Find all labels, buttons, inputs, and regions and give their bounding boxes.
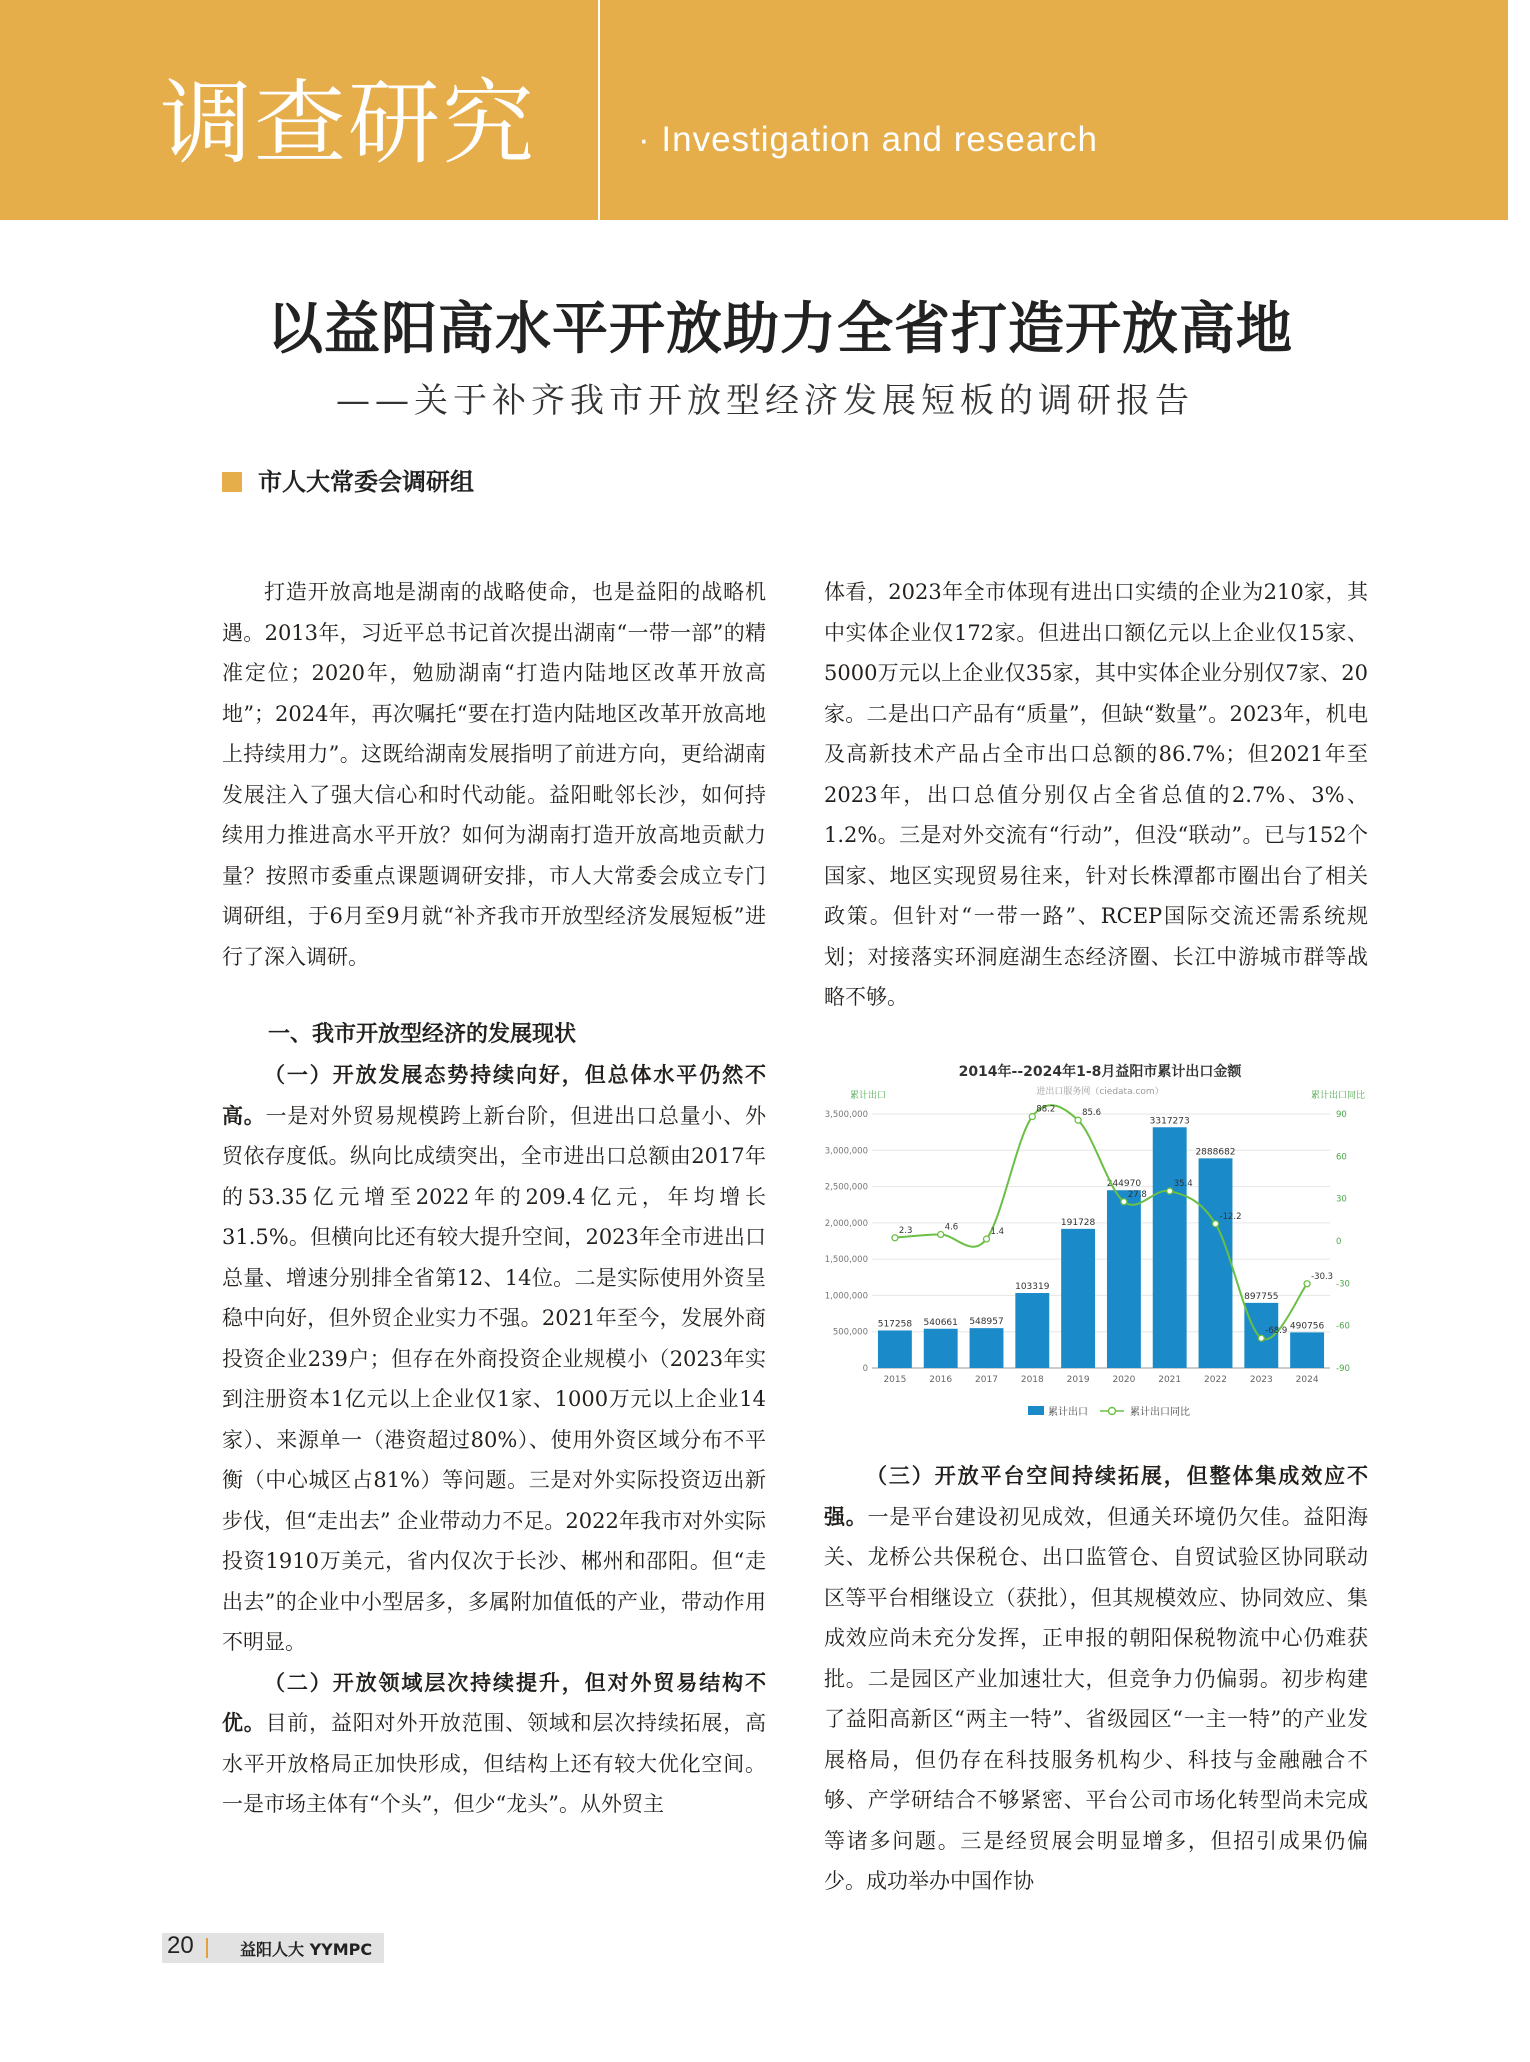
chart-left-tick-label: 2,500,000 bbox=[824, 1182, 868, 1193]
chart-bar-label: 2888682 bbox=[1195, 1147, 1236, 1158]
chart-bar bbox=[1153, 1127, 1187, 1368]
sub-2-paragraph bbox=[222, 1663, 766, 1825]
chart-bar bbox=[1199, 1158, 1233, 1368]
article-title: 以益阳高水平开放助力全省打造开放高地 bbox=[267, 297, 1293, 362]
chart-x-tick-label: 2016 bbox=[929, 1375, 953, 1385]
chart-x-tick-label: 2021 bbox=[1158, 1375, 1182, 1385]
chart-bar-label: 897755 bbox=[1244, 1291, 1279, 1302]
legend-line-marker bbox=[1109, 1408, 1116, 1415]
legend-bar-swatch bbox=[1028, 1406, 1044, 1415]
export-chart bbox=[810, 1054, 1370, 1426]
author-marker-icon bbox=[222, 472, 242, 492]
chart-right-tick-label: 90 bbox=[1336, 1110, 1347, 1120]
sub-1-heading: （一）开放发展态势持续向好，但总体水平仍然不高。 bbox=[222, 1063, 766, 1128]
chart-line-point bbox=[1213, 1221, 1219, 1227]
chart-bar bbox=[1061, 1229, 1095, 1368]
chart-bar-label: 548957 bbox=[969, 1317, 1004, 1328]
legend-item-line: 累计出口同比 bbox=[1130, 1407, 1190, 1418]
chart-bar-label: 103319 bbox=[1015, 1282, 1050, 1293]
author-name: 市人大常委会调研组 bbox=[258, 468, 474, 496]
chart-line-point bbox=[1029, 1114, 1035, 1120]
chart-right-axis-label: 累计出口同比 bbox=[1310, 1091, 1365, 1101]
footer-divider bbox=[206, 1938, 208, 1958]
sub-2-body: 目前，益阳对外开放范围、领域和层次持续拓展，高水平开放格局正加快形成，但结构上还有较大优化空间。一是市场主体有“个头”，但少“龙头”。从外贸主 bbox=[222, 1711, 767, 1816]
chart-x-tick-label: 2015 bbox=[883, 1375, 907, 1385]
chart-x-tick-label: 2017 bbox=[975, 1375, 998, 1385]
sub-1-body: 一是对外贸易规模跨上新台阶，但进出口总量小、外贸依存度低。纵向比成绩突出，全市进出口总额由2017年的53.35亿元增至2022年的209.4亿元，年均增长31.5%。但横向比还有较大提升空间，2023年全市进出口总量、增速分别排全省第12、14位。二是实际使用外资呈稳中向好，但外贸企业实力不强。2021年至今，发展外商投资企业239户；但存在外商投资企业规模小（2023年实到注册资本1亿元以上企业仅1家、1000万元以上企业14家）、来源单一（港资超过80%）、使用外资区域分布不平衡（中心城区占81%）等问题。三是对外实际投资迈出新步伐，但“走出去” 企业带动力不足。2022年我市对外实际投资1910万美元，省内仅次于长沙、郴州和邵阳。但“走出去”的企业中小型居多，多属附加值低的产业，带动作用不明显。 bbox=[222, 1103, 767, 1654]
chart-bar bbox=[1107, 1190, 1141, 1368]
left-column bbox=[222, 572, 766, 1825]
chart-left-tick-label: 3,000,000 bbox=[824, 1146, 868, 1157]
chart-left-tick-label: 3,500,000 bbox=[824, 1110, 868, 1120]
chart-subtitle: 进出口服务网（ciedata.com） bbox=[1036, 1087, 1164, 1097]
continued-paragraph: 体看，2023年全市体现有进出口实绩的企业为210家，其中实体企业仅172家。但进出口额亿元以上企业仅15家、5000万元以上企业仅35家，其中实体企业分别仅7家、20家。二是出口产品有“质量”，但缺“数量”。2023年，机电及高新技术产品占全市出口总额的86.7%；但2021年至2023年，出口总值分别仅占全省总值的2.7%、3%、1.2%。三是对外交流有“行动”，但没“联动”。已与152个国家、地区实现贸易往来，针对长株潭都市圈出台了相关政策。但针对“一带一路”、RCEP国际交流还需系统规划；对接落实环洞庭湖生态经济圈、长江中游城市群等战略不够。 bbox=[824, 580, 1368, 1009]
chart-line-point bbox=[938, 1232, 944, 1238]
chart-line-label: -30.3 bbox=[1311, 1271, 1334, 1282]
chart-left-tick-label: 500,000 bbox=[832, 1327, 868, 1338]
publication-name: 益阳人大 YYMPC bbox=[240, 1940, 373, 1959]
chart-right-tick-label: -90 bbox=[1336, 1364, 1350, 1374]
section-1-heading: 一、我市开放型经济的发展现状 bbox=[268, 1022, 577, 1047]
page-number: 20 bbox=[167, 1932, 194, 1959]
chart-x-tick-label: 2019 bbox=[1066, 1375, 1090, 1385]
chart-bar-label: 517258 bbox=[877, 1319, 913, 1330]
chart-right-tick-label: 30 bbox=[1336, 1194, 1347, 1205]
chart-right-tick-label: 60 bbox=[1336, 1152, 1347, 1163]
chart-left-axis-label: 累计出口 bbox=[850, 1091, 887, 1101]
right-column-bottom bbox=[824, 1456, 1368, 1902]
chart-x-tick-label: 2023 bbox=[1249, 1375, 1273, 1385]
chart-title: 2014年--2024年1-8月益阳市累计出口金额 bbox=[958, 1064, 1242, 1080]
chart-left-tick-label: 0 bbox=[862, 1364, 868, 1374]
sub-3-paragraph bbox=[824, 1456, 1368, 1902]
chart-line-point bbox=[1075, 1117, 1081, 1123]
article-author bbox=[222, 462, 474, 497]
banner-divider bbox=[598, 0, 600, 220]
chart-bar-label: 244970 bbox=[1106, 1179, 1142, 1190]
chart-bar bbox=[924, 1329, 958, 1368]
chart-left-tick-label: 2,000,000 bbox=[824, 1218, 868, 1229]
chart-line-label: 35.4 bbox=[1173, 1179, 1193, 1190]
chart-right-tick-label: 0 bbox=[1336, 1237, 1342, 1247]
section-subtitle: · Investigation and research bbox=[638, 120, 1098, 159]
chart-right-tick-label: -60 bbox=[1336, 1321, 1350, 1332]
chart-legend bbox=[1028, 1405, 1190, 1418]
chart-bar bbox=[1290, 1332, 1324, 1368]
chart-line-point bbox=[1121, 1199, 1127, 1205]
article-subtitle: ——关于补齐我市开放型经济发展短板的调研报告 bbox=[336, 381, 1194, 421]
sub-2-heading: （二）开放领域层次持续提升，但对外贸易结构不优。 bbox=[222, 1670, 766, 1735]
chart-line-point bbox=[1258, 1335, 1264, 1341]
chart-line-point bbox=[892, 1235, 898, 1241]
chart-x-tick-label: 2020 bbox=[1112, 1375, 1136, 1385]
intro-paragraph: 打造开放高地是湖南的战略使命，也是益阳的战略机遇。2013年，习近平总书记首次提出湖南“一带一部”的精准定位；2020年，勉励湖南“打造内陆地区改革开放高地”；2024年，再次嘱托“要在打造内陆地区改革开放高地上持续用力”。这既给湖南发展指明了前进方向，更给湖南发展注入了强大信心和时代动能。益阳毗邻长沙，如何持续用力推进高水平开放？如何为湖南打造开放高地贡献力量？按照市委重点课题调研安排，市人大常委会成立专门调研组，于6月至9月就“补齐我市开放型经济发展短板”进行了深入调研。 bbox=[222, 580, 766, 969]
legend-item-bar: 累计出口 bbox=[1048, 1407, 1088, 1418]
chart-right-tick-label: -30 bbox=[1336, 1279, 1350, 1290]
chart-line-point bbox=[984, 1236, 990, 1242]
sub-1-paragraph bbox=[222, 1055, 766, 1663]
section-title: 调查研究 bbox=[160, 70, 537, 177]
chart-bar-label: 540661 bbox=[923, 1317, 958, 1328]
chart-line-label: 88.2 bbox=[1036, 1104, 1056, 1115]
chart-x-tick-label: 2018 bbox=[1020, 1375, 1044, 1385]
chart-bar-label: 490756 bbox=[1289, 1321, 1325, 1332]
chart-bar bbox=[970, 1328, 1004, 1368]
right-column-top bbox=[824, 572, 1368, 1018]
chart-bar-label: 191728 bbox=[1060, 1217, 1096, 1228]
chart-line-point bbox=[1304, 1281, 1310, 1287]
sub-3-body: 一是平台建设初见成效，但通关环境仍欠佳。益阳海关、龙桥公共保税仓、出口监管仓、自贸试验区协同联动区等平台相继设立（获批），但其规模效应、协同效应、集成效应尚未充分发挥，正申报的朝阳保税物流中心仍难获批。二是园区产业加速壮大，但竞争力仍偏弱。初步构建了益阳高新区“两主一特”、省级园区“一主一特”的产业发展格局，但仍存在科技服务机构少、科技与金融融合不够、产学研结合不够紧密、平台公司市场化转型尚未完成等诸多问题。三是经贸展会明显增多，但招引成果仍偏少。成功举办中国作协 bbox=[824, 1504, 1369, 1893]
chart-x-tick-label: 2022 bbox=[1204, 1375, 1227, 1385]
chart-line-label: 2.3 bbox=[898, 1225, 913, 1236]
chart-line-point bbox=[1167, 1188, 1173, 1194]
chart-line-label: -68.9 bbox=[1265, 1326, 1288, 1337]
chart-line-label: 4.6 bbox=[944, 1222, 959, 1233]
chart-x-tick-label: 2024 bbox=[1295, 1375, 1319, 1385]
chart-bar bbox=[878, 1330, 912, 1368]
chart-line-label: 1.4 bbox=[990, 1227, 1005, 1238]
chart-bar-label: 3317273 bbox=[1149, 1116, 1190, 1127]
chart-line-label: -12.2 bbox=[1219, 1211, 1242, 1222]
chart-bar bbox=[1015, 1293, 1049, 1368]
chart-line-label: 85.6 bbox=[1082, 1108, 1102, 1119]
chart-left-tick-label: 1,000,000 bbox=[824, 1291, 868, 1302]
chart-line-label: 27.8 bbox=[1127, 1189, 1147, 1200]
chart-left-tick-label: 1,500,000 bbox=[824, 1255, 868, 1266]
sub-3-heading: （三）开放平台空间持续拓展，但整体集成效应不强。 bbox=[824, 1464, 1368, 1529]
